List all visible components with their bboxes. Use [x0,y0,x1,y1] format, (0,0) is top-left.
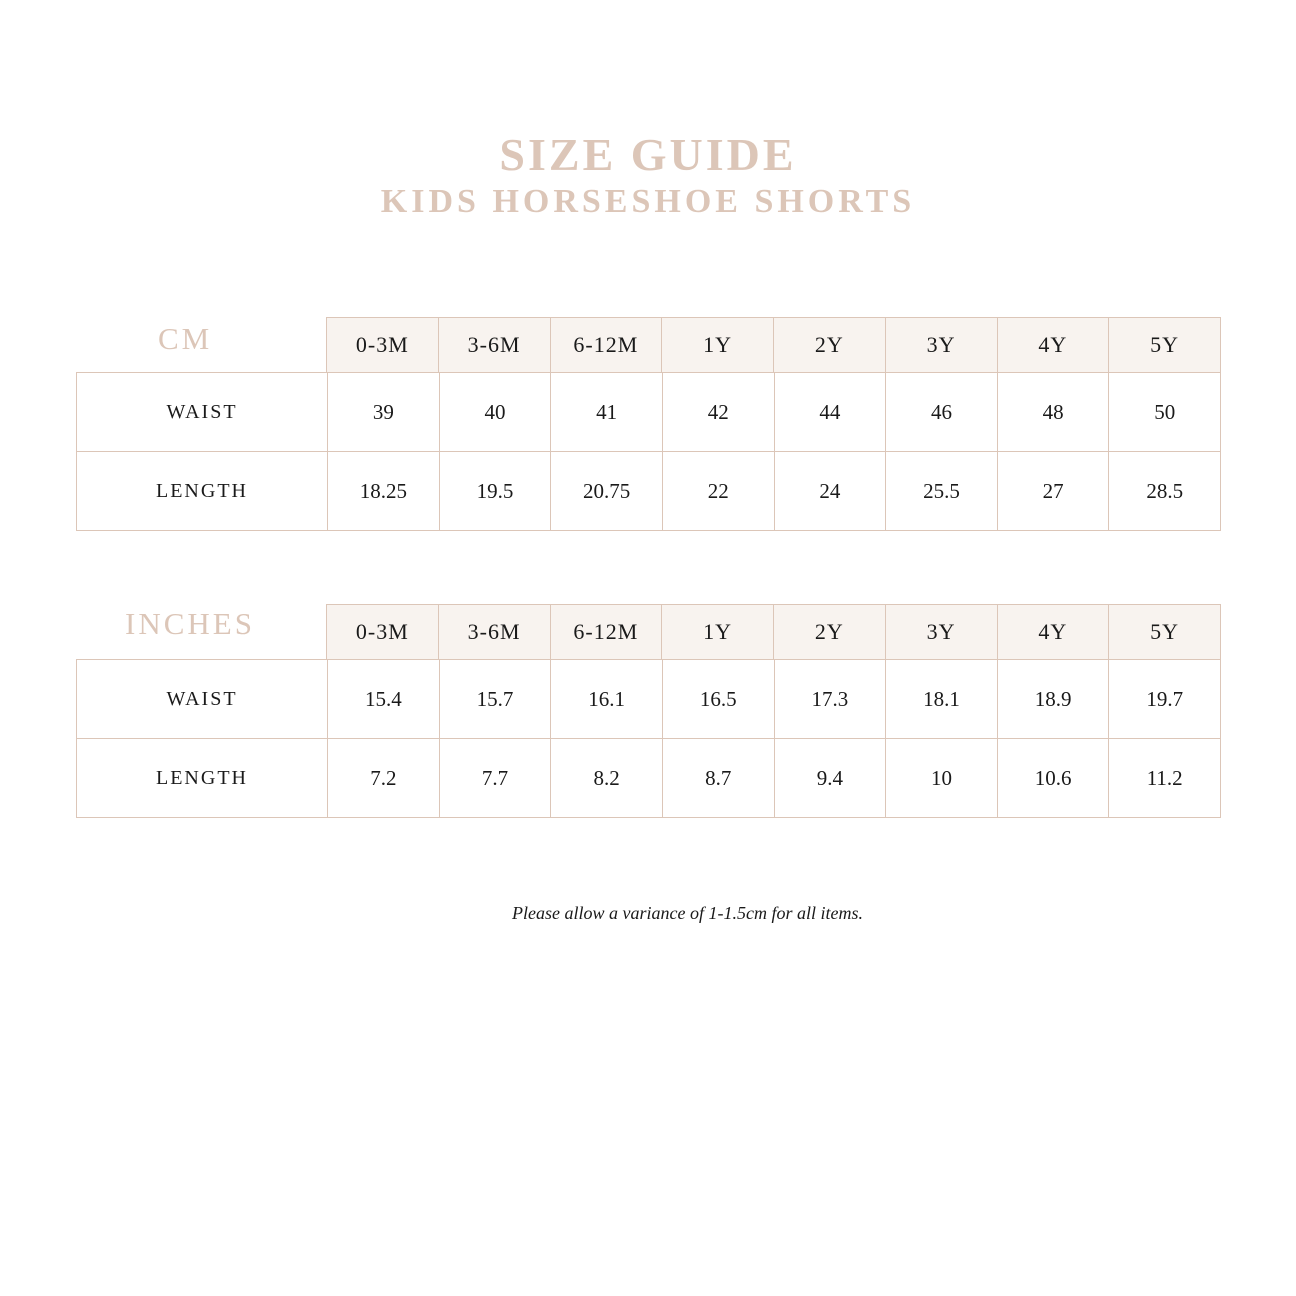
row-label: WAIST [166,687,238,710]
table-cell: 18.9 [997,660,1109,738]
table-cell: 8.2 [550,739,662,817]
page-title: SIZE GUIDE [499,129,797,180]
row-label: LENGTH [156,766,248,789]
table-row-length [77,738,1220,817]
table-cell: 18.25 [327,452,439,530]
size-header-cell: 6-12M [550,318,662,372]
table-row-waist [77,660,1220,738]
table-cell: 15.4 [327,660,439,738]
size-header-cell: 0-3M [355,332,409,357]
size-header-cell: 5Y [1108,605,1220,659]
table-row-length [77,451,1220,530]
table-cell: 16.1 [550,660,662,738]
table-cell: 44 [774,373,886,451]
variance-note: Please allow a variance of 1-1.5cm for all items. [512,903,863,923]
table-cell: 8.7 [662,739,774,817]
table-cell: 9.4 [774,739,886,817]
table-cell: 15.7 [439,660,551,738]
table-cell: 28.5 [1108,452,1220,530]
size-header-cell: 1Y [661,318,773,372]
table-body [76,372,1221,531]
table-cell: 42 [662,373,774,451]
table-cell: 7.2 [327,739,439,817]
size-header-cell: 1Y [661,605,773,659]
table-cell: 16.5 [662,660,774,738]
table-cell: 25.5 [885,452,997,530]
unit-label-inches: INCHES [125,606,255,641]
size-header-cell: 6-12M [550,605,662,659]
table-cell: 19.7 [1108,660,1220,738]
size-header-row [326,604,1221,660]
table-cell: 39 [327,373,439,451]
size-header-cell: 4Y [997,605,1109,659]
table-cell: 50 [1108,373,1220,451]
table-cell: 41 [550,373,662,451]
table-cell: 10.6 [997,739,1109,817]
table-cell: 46 [885,373,997,451]
table-body [76,659,1221,818]
size-header-cell: 2Y [773,318,885,372]
size-header-cell: 3Y [885,605,997,659]
table-cell: 48 [997,373,1109,451]
table-cell: 24 [774,452,886,530]
page-subtitle: KIDS HORSESHOE SHORTS [380,183,916,220]
table-cell: 11.2 [1108,739,1220,817]
table-cell: 40 [439,373,551,451]
row-label: WAIST [166,400,238,423]
table-cell: 17.3 [774,660,886,738]
size-header-cell: 2Y [773,605,885,659]
table-cell: 20.75 [550,452,662,530]
table-cell: 22 [662,452,774,530]
size-header-cell: 3-6M [438,605,550,659]
table-row-waist [77,373,1220,451]
unit-label-cm: CM [158,321,213,356]
size-header-cell: 5Y [1108,318,1220,372]
table-cell: 7.7 [439,739,551,817]
size-header-cell: 3-6M [438,318,550,372]
size-header-cell: 4Y [997,318,1109,372]
table-cell: 19.5 [439,452,551,530]
table-cell: 18.1 [885,660,997,738]
table-cell: 27 [997,452,1109,530]
size-header-cell: 3Y [885,318,997,372]
size-header-cell: 0-3M [355,619,409,644]
table-cell: 10 [885,739,997,817]
row-label: LENGTH [156,479,248,502]
size-header-row [326,317,1221,373]
